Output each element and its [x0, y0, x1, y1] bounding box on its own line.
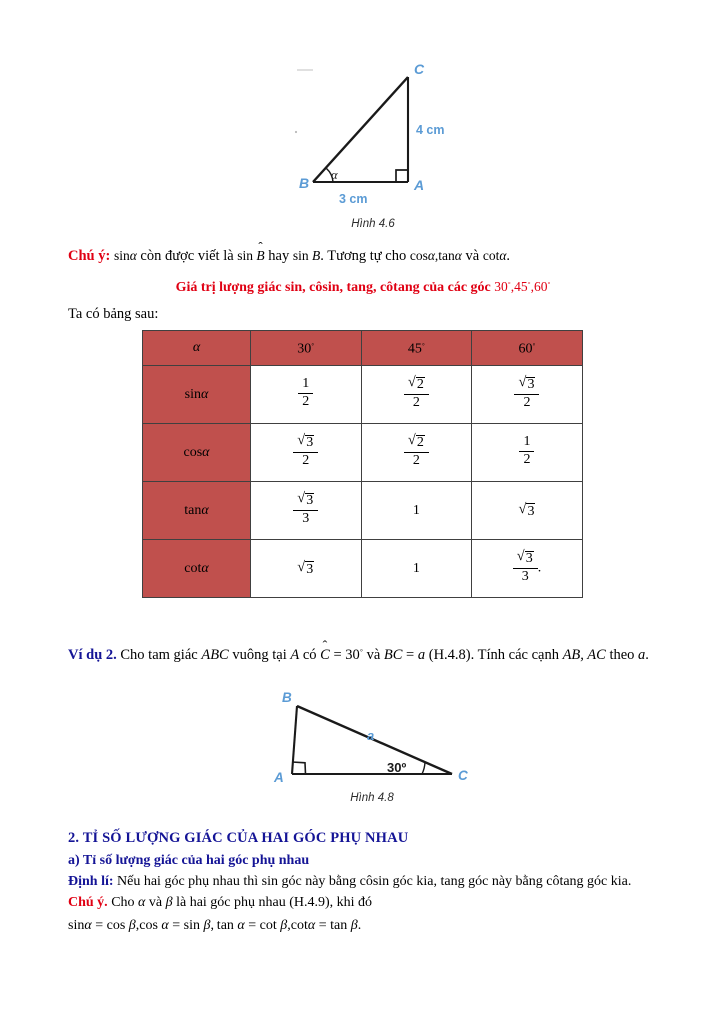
heading-trig-values-angles: 30◦,45◦,60◦: [494, 278, 551, 294]
cell-sin-45: √ $\frac{2}{2}$: [361, 366, 472, 424]
label-vertex-a: A: [274, 770, 284, 785]
example-2-sides: AB, AC: [562, 646, 606, 663]
example-2-text-5: Tính các cạnh: [477, 646, 559, 663]
figure-4-8-drawing: [262, 692, 482, 792]
math-sin-b: sin B: [292, 248, 321, 263]
cell-cot-60: √ $\frac{3}{3}$ .: [472, 540, 583, 598]
section-2a-heading: a) Tỉ số lượng giác của hai góc phụ nhau: [68, 853, 310, 868]
example-2-text-4: và: [366, 646, 381, 663]
right-angle-marker: [396, 170, 408, 182]
label-vertex-a: A: [414, 177, 425, 193]
note-2-beta: β: [165, 895, 173, 910]
theorem: [68, 872, 678, 892]
trig-values-table: [142, 330, 583, 598]
note-text-5: .: [506, 248, 511, 264]
example-2-label: Ví dụ 2.: [68, 646, 117, 663]
lead-in-text: Ta có bảng sau:: [68, 306, 159, 322]
math-tan-alpha: tanα: [438, 248, 462, 263]
label-vertex-c: C: [414, 61, 425, 77]
cell-cot-30: √ 3: [251, 540, 362, 598]
table-row-cot: [143, 540, 583, 598]
cell-sin-60: √ $\frac{3}{2}$: [472, 366, 583, 424]
note-text-1: còn được viết là: [140, 248, 234, 264]
cell-cot-45: 1: [361, 540, 472, 598]
note-chu-y-1: [68, 246, 668, 267]
cell-cos-45: √ $\frac{2}{2}$: [361, 424, 472, 482]
table-header-alpha: α: [143, 331, 251, 366]
table-header-60: 60◦: [472, 331, 583, 366]
section-2-heading: [68, 828, 668, 849]
side-BC: [313, 77, 408, 182]
example-2-side-eq: BC = a: [383, 646, 426, 663]
section-2-title: TỈ SỐ LƯỢNG GIÁC CỦA HAI GÓC PHỤ NHAU: [82, 830, 409, 846]
figure-4-6-drawing: [283, 52, 463, 217]
table-rowlabel-cot: cotα: [143, 540, 251, 598]
note-2-label: Chú ý.: [68, 895, 108, 910]
side-BC: [297, 706, 452, 774]
example-2-angle-eq: C ˆ = 30◦: [320, 647, 363, 663]
figure-4-6: [283, 52, 463, 247]
table-rowlabel-sin: sinα: [143, 366, 251, 424]
label-hypotenuse-a: a: [367, 728, 375, 743]
cell-sin-30: $\frac{1}{2}$: [251, 366, 362, 424]
math-cot-alpha: cotα: [482, 248, 507, 263]
angle-arc-30: [422, 762, 425, 774]
heading-trig-values-text: Giá trị lượng giác sin, côsin, tang, côtang của các góc: [175, 280, 491, 295]
math-sin-b-hat: sin B ˆ: [237, 248, 264, 263]
right-angle-marker: [292, 762, 306, 774]
table-header-45: 45◦: [361, 331, 472, 366]
note-text-3: . Tương tự cho: [320, 248, 407, 264]
note-chu-y-2: [68, 893, 668, 913]
figure-4-6-caption: Hình 4.6: [351, 218, 395, 230]
figure-4-8: [262, 692, 482, 817]
example-2-text-3: có: [302, 646, 317, 663]
note-2-alpha: α: [138, 895, 146, 910]
note-text-2: hay: [268, 248, 290, 264]
cell-cos-30: √ $\frac{3}{2}$: [251, 424, 362, 482]
label-vertex-b: B: [299, 175, 310, 191]
side-AB: [292, 706, 297, 774]
example-2-text-1: Cho tam giác: [120, 646, 198, 663]
note-label: Chú ý:: [68, 248, 111, 264]
example-2-text-6: theo: [609, 646, 635, 663]
example-2-param: a: [638, 646, 646, 663]
table-header-30: 30◦: [251, 331, 362, 366]
table-rowlabel-tan: tanα: [143, 482, 251, 540]
example-2-triangle: ABC: [201, 646, 229, 663]
table-row-tan: [143, 482, 583, 540]
label-angle-30: 30º: [387, 760, 407, 775]
figure-4-8-caption: Hình 4.8: [350, 792, 394, 804]
cell-tan-45: 1: [361, 482, 472, 540]
label-side-4cm: 4 cm: [416, 123, 445, 137]
theorem-text: Nếu hai góc phụ nhau thì sin góc này bằng côsin góc kia, tang góc này bằng côtang góc kia.: [117, 874, 632, 889]
label-vertex-c: C: [458, 768, 468, 783]
theorem-label: Định lí:: [68, 874, 114, 889]
artifact-mark-2: [295, 131, 297, 133]
table-header-row: [143, 331, 583, 366]
label-angle-alpha: α: [331, 168, 338, 182]
math-sin-alpha: sinα: [113, 248, 137, 263]
example-2: [68, 644, 658, 666]
note-2-text-1: Cho: [111, 895, 135, 910]
section-2-number: 2.: [68, 830, 80, 846]
note-text-4: và: [465, 248, 480, 264]
label-side-3cm: 3 cm: [339, 192, 368, 206]
math-cos-alpha: cosα,: [409, 248, 439, 263]
table-rowlabel-cos: cosα: [143, 424, 251, 482]
cell-tan-60: √ 3: [472, 482, 583, 540]
note-2-text-2: và: [148, 895, 163, 910]
example-2-text-7: .: [645, 646, 649, 663]
complementary-angle-formula: sinα = cos β,cos α = sin β, tan α = cot β,cotα = tan β.: [68, 918, 362, 933]
example-2-text-2: vuông tại: [232, 646, 287, 663]
table-row-cos: [143, 424, 583, 482]
table-row-sin: [143, 366, 583, 424]
example-2-vertex: A: [290, 646, 300, 663]
cell-tan-30: √ $\frac{3}{3}$: [251, 482, 362, 540]
label-vertex-b: B: [282, 692, 292, 705]
heading-trig-values: [68, 277, 658, 298]
cell-cos-60: $\frac{1}{2}$: [472, 424, 583, 482]
cell-cot-60-trailing: .: [537, 560, 542, 576]
note-2-text-3: là hai góc phụ nhau (H.4.9), khi đó: [176, 895, 373, 910]
example-2-ref: (H.4.8).: [428, 646, 475, 663]
